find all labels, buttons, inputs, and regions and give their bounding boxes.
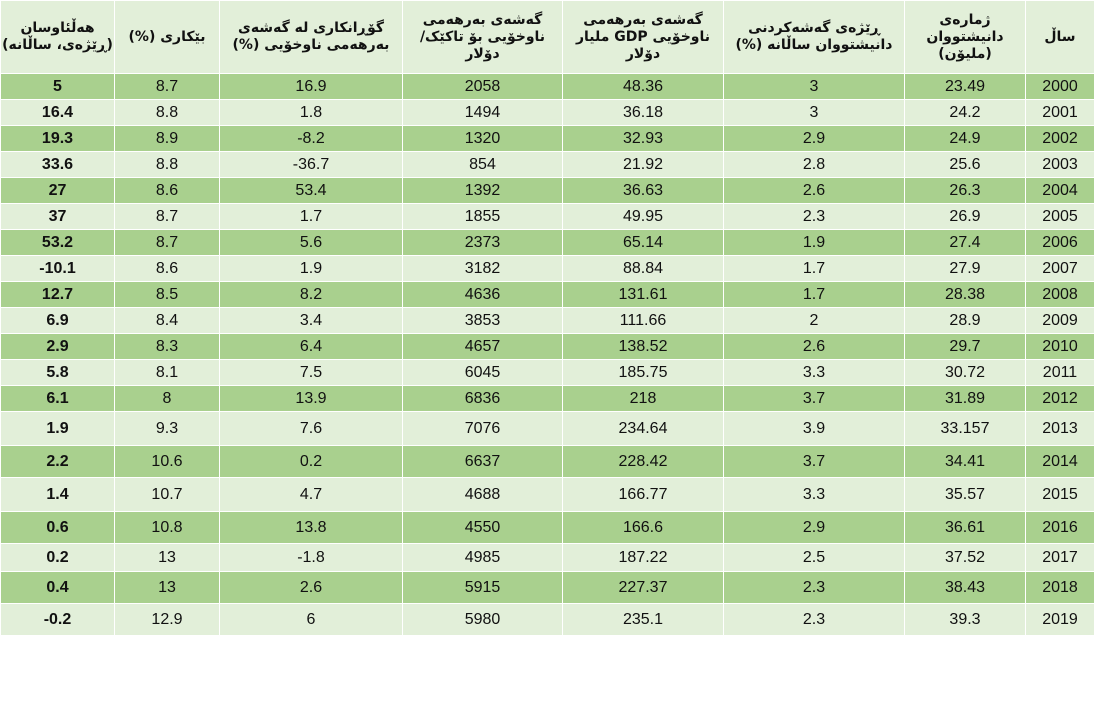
cell-population-growth: 2.5 — [724, 544, 905, 572]
cell-population-growth: 3.7 — [724, 386, 905, 412]
cell-year: 2014 — [1026, 446, 1094, 478]
cell-gdp-per-capita: 4636 — [403, 282, 563, 308]
cell-population-growth: 2.6 — [724, 178, 905, 204]
cell-inflation: 5.8 — [1, 360, 115, 386]
table-row — [1, 152, 1094, 178]
cell-year: 2017 — [1026, 544, 1094, 572]
cell-gdp-per-capita: 5915 — [403, 572, 563, 604]
table-row — [1, 512, 1094, 544]
cell-inflation: 5 — [1, 74, 115, 100]
cell-population: 30.72 — [905, 360, 1026, 386]
cell-inflation: 1.4 — [1, 478, 115, 512]
cell-unemployment: 10.8 — [115, 512, 220, 544]
table-row — [1, 126, 1094, 152]
cell-unemployment: 10.6 — [115, 446, 220, 478]
cell-population-growth: 2.9 — [724, 126, 905, 152]
table-row — [1, 308, 1094, 334]
cell-year: 2003 — [1026, 152, 1094, 178]
cell-year: 2016 — [1026, 512, 1094, 544]
header-inflation: هەڵئاوسان (ڕێژەی، ساڵانە) — [1, 1, 115, 74]
cell-gdp-growth-change: 3.4 — [220, 308, 403, 334]
cell-year: 2001 — [1026, 100, 1094, 126]
cell-gdp-growth-change: 1.7 — [220, 204, 403, 230]
cell-gdp-billion: 36.18 — [563, 100, 724, 126]
cell-gdp-growth-change: 6 — [220, 604, 403, 636]
cell-population: 37.52 — [905, 544, 1026, 572]
cell-year: 2015 — [1026, 478, 1094, 512]
cell-gdp-growth-change: 7.6 — [220, 412, 403, 446]
table-row — [1, 204, 1094, 230]
cell-population-growth: 1.7 — [724, 282, 905, 308]
cell-year: 2006 — [1026, 230, 1094, 256]
cell-gdp-growth-change: 16.9 — [220, 74, 403, 100]
cell-population: 25.6 — [905, 152, 1026, 178]
cell-population-growth: 3.3 — [724, 478, 905, 512]
cell-year: 2004 — [1026, 178, 1094, 204]
cell-gdp-per-capita: 2373 — [403, 230, 563, 256]
cell-population-growth: 3.3 — [724, 360, 905, 386]
cell-unemployment: 8.7 — [115, 204, 220, 230]
cell-year: 2002 — [1026, 126, 1094, 152]
cell-inflation: 2.2 — [1, 446, 115, 478]
cell-gdp-billion: 36.63 — [563, 178, 724, 204]
table-row — [1, 334, 1094, 360]
table-row — [1, 230, 1094, 256]
table-row — [1, 446, 1094, 478]
cell-population: 24.9 — [905, 126, 1026, 152]
cell-gdp-billion: 48.36 — [563, 74, 724, 100]
cell-inflation: 33.6 — [1, 152, 115, 178]
cell-gdp-billion: 235.1 — [563, 604, 724, 636]
header-unemployment: بێکاری (%) — [115, 1, 220, 74]
cell-gdp-per-capita: 1494 — [403, 100, 563, 126]
cell-gdp-per-capita: 6836 — [403, 386, 563, 412]
cell-gdp-billion: 218 — [563, 386, 724, 412]
cell-gdp-growth-change: -36.7 — [220, 152, 403, 178]
cell-population-growth: 3 — [724, 100, 905, 126]
cell-gdp-per-capita: 5980 — [403, 604, 563, 636]
cell-gdp-billion: 65.14 — [563, 230, 724, 256]
cell-year: 2008 — [1026, 282, 1094, 308]
cell-gdp-billion: 131.61 — [563, 282, 724, 308]
cell-population-growth: 2.3 — [724, 204, 905, 230]
cell-unemployment: 8.1 — [115, 360, 220, 386]
cell-year: 2019 — [1026, 604, 1094, 636]
cell-gdp-per-capita: 7076 — [403, 412, 563, 446]
table-row — [1, 360, 1094, 386]
cell-unemployment: 8.3 — [115, 334, 220, 360]
cell-inflation: 0.2 — [1, 544, 115, 572]
cell-gdp-per-capita: 1855 — [403, 204, 563, 230]
cell-gdp-growth-change: 1.8 — [220, 100, 403, 126]
cell-inflation: 12.7 — [1, 282, 115, 308]
cell-inflation: 27 — [1, 178, 115, 204]
cell-unemployment: 8.9 — [115, 126, 220, 152]
cell-inflation: 1.9 — [1, 412, 115, 446]
cell-gdp-growth-change: 4.7 — [220, 478, 403, 512]
cell-population: 23.49 — [905, 74, 1026, 100]
cell-unemployment: 8.8 — [115, 100, 220, 126]
cell-gdp-growth-change: 5.6 — [220, 230, 403, 256]
cell-inflation: 0.4 — [1, 572, 115, 604]
cell-population: 26.9 — [905, 204, 1026, 230]
header-year: ساڵ — [1026, 1, 1094, 74]
cell-gdp-per-capita: 4688 — [403, 478, 563, 512]
cell-population: 38.43 — [905, 572, 1026, 604]
table-row — [1, 178, 1094, 204]
cell-year: 2010 — [1026, 334, 1094, 360]
cell-population-growth: 2.8 — [724, 152, 905, 178]
cell-gdp-billion: 185.75 — [563, 360, 724, 386]
cell-year: 2000 — [1026, 74, 1094, 100]
cell-gdp-per-capita: 6637 — [403, 446, 563, 478]
cell-year: 2011 — [1026, 360, 1094, 386]
cell-unemployment: 8.7 — [115, 230, 220, 256]
cell-gdp-growth-change: 53.4 — [220, 178, 403, 204]
cell-gdp-per-capita: 2058 — [403, 74, 563, 100]
table-row — [1, 478, 1094, 512]
table-row — [1, 100, 1094, 126]
cell-unemployment: 10.7 — [115, 478, 220, 512]
cell-gdp-per-capita: 4985 — [403, 544, 563, 572]
cell-population-growth: 2.3 — [724, 604, 905, 636]
cell-unemployment: 9.3 — [115, 412, 220, 446]
cell-year: 2009 — [1026, 308, 1094, 334]
cell-gdp-growth-change: 13.9 — [220, 386, 403, 412]
header-row — [1, 1, 1094, 74]
cell-unemployment: 8 — [115, 386, 220, 412]
cell-inflation: 37 — [1, 204, 115, 230]
cell-year: 2005 — [1026, 204, 1094, 230]
cell-gdp-billion: 111.66 — [563, 308, 724, 334]
cell-population: 31.89 — [905, 386, 1026, 412]
cell-gdp-billion: 166.77 — [563, 478, 724, 512]
cell-unemployment: 8.5 — [115, 282, 220, 308]
header-population: ژمارەی دانیشتووان (ملیۆن) — [905, 1, 1026, 74]
cell-population: 34.41 — [905, 446, 1026, 478]
cell-gdp-billion: 88.84 — [563, 256, 724, 282]
cell-inflation: 16.4 — [1, 100, 115, 126]
header-gdp-per-capita: گەشەی بەرهەمی ناوخۆیی بۆ تاکێک/ دۆلار — [403, 1, 563, 74]
cell-population-growth: 2 — [724, 308, 905, 334]
cell-gdp-growth-change: -1.8 — [220, 544, 403, 572]
cell-gdp-billion: 21.92 — [563, 152, 724, 178]
cell-unemployment: 13 — [115, 572, 220, 604]
cell-unemployment: 8.6 — [115, 178, 220, 204]
cell-year: 2007 — [1026, 256, 1094, 282]
cell-population-growth: 3 — [724, 74, 905, 100]
cell-gdp-per-capita: 1320 — [403, 126, 563, 152]
cell-population-growth: 2.3 — [724, 572, 905, 604]
cell-population-growth: 2.6 — [724, 334, 905, 360]
cell-gdp-growth-change: 8.2 — [220, 282, 403, 308]
cell-gdp-billion: 228.42 — [563, 446, 724, 478]
cell-gdp-billion: 187.22 — [563, 544, 724, 572]
cell-gdp-per-capita: 3182 — [403, 256, 563, 282]
table-row — [1, 386, 1094, 412]
cell-inflation: 53.2 — [1, 230, 115, 256]
cell-gdp-per-capita: 1392 — [403, 178, 563, 204]
cell-population-growth: 1.7 — [724, 256, 905, 282]
cell-inflation: 19.3 — [1, 126, 115, 152]
table-row — [1, 282, 1094, 308]
cell-gdp-per-capita: 3853 — [403, 308, 563, 334]
cell-population: 26.3 — [905, 178, 1026, 204]
cell-population-growth: 3.7 — [724, 446, 905, 478]
cell-population: 27.4 — [905, 230, 1026, 256]
cell-inflation: -10.1 — [1, 256, 115, 282]
cell-gdp-per-capita: 4657 — [403, 334, 563, 360]
table-row — [1, 544, 1094, 572]
cell-population: 29.7 — [905, 334, 1026, 360]
cell-gdp-growth-change: 1.9 — [220, 256, 403, 282]
table-row — [1, 604, 1094, 636]
cell-inflation: 0.6 — [1, 512, 115, 544]
cell-inflation: 2.9 — [1, 334, 115, 360]
cell-population: 28.38 — [905, 282, 1026, 308]
cell-gdp-growth-change: 7.5 — [220, 360, 403, 386]
header-gdp-growth-change: گۆڕانکاری لە گەشەی بەرهەمی ناوخۆیی (%) — [220, 1, 403, 74]
cell-inflation: -0.2 — [1, 604, 115, 636]
cell-gdp-per-capita: 854 — [403, 152, 563, 178]
cell-gdp-billion: 138.52 — [563, 334, 724, 360]
header-population-growth: ڕێژەی گەشەکردنی دانیشتووان ساڵانە (%) — [724, 1, 905, 74]
table-row — [1, 74, 1094, 100]
cell-gdp-billion: 49.95 — [563, 204, 724, 230]
table-row — [1, 412, 1094, 446]
cell-unemployment: 13 — [115, 544, 220, 572]
cell-year: 2012 — [1026, 386, 1094, 412]
cell-year: 2013 — [1026, 412, 1094, 446]
cell-gdp-billion: 166.6 — [563, 512, 724, 544]
cell-unemployment: 8.6 — [115, 256, 220, 282]
table-row — [1, 572, 1094, 604]
cell-population: 39.3 — [905, 604, 1026, 636]
cell-year: 2018 — [1026, 572, 1094, 604]
cell-population-growth: 1.9 — [724, 230, 905, 256]
cell-inflation: 6.9 — [1, 308, 115, 334]
cell-unemployment: 12.9 — [115, 604, 220, 636]
cell-population: 24.2 — [905, 100, 1026, 126]
cell-gdp-growth-change: 6.4 — [220, 334, 403, 360]
cell-population: 28.9 — [905, 308, 1026, 334]
cell-gdp-billion: 234.64 — [563, 412, 724, 446]
cell-population-growth: 3.9 — [724, 412, 905, 446]
cell-inflation: 6.1 — [1, 386, 115, 412]
cell-unemployment: 8.7 — [115, 74, 220, 100]
cell-gdp-billion: 32.93 — [563, 126, 724, 152]
cell-gdp-per-capita: 6045 — [403, 360, 563, 386]
cell-gdp-growth-change: 13.8 — [220, 512, 403, 544]
cell-population: 33.157 — [905, 412, 1026, 446]
cell-gdp-per-capita: 4550 — [403, 512, 563, 544]
table-row — [1, 256, 1094, 282]
cell-gdp-growth-change: 0.2 — [220, 446, 403, 478]
table-body — [1, 74, 1094, 636]
cell-population: 36.61 — [905, 512, 1026, 544]
cell-population: 35.57 — [905, 478, 1026, 512]
cell-gdp-billion: 227.37 — [563, 572, 724, 604]
cell-gdp-growth-change: 2.6 — [220, 572, 403, 604]
cell-gdp-growth-change: -8.2 — [220, 126, 403, 152]
cell-population: 27.9 — [905, 256, 1026, 282]
cell-population-growth: 2.9 — [724, 512, 905, 544]
cell-unemployment: 8.4 — [115, 308, 220, 334]
header-gdp-billion: گەشەی بەرهەمی ناوخۆیی GDP ملیار دۆلار — [563, 1, 724, 74]
cell-unemployment: 8.8 — [115, 152, 220, 178]
